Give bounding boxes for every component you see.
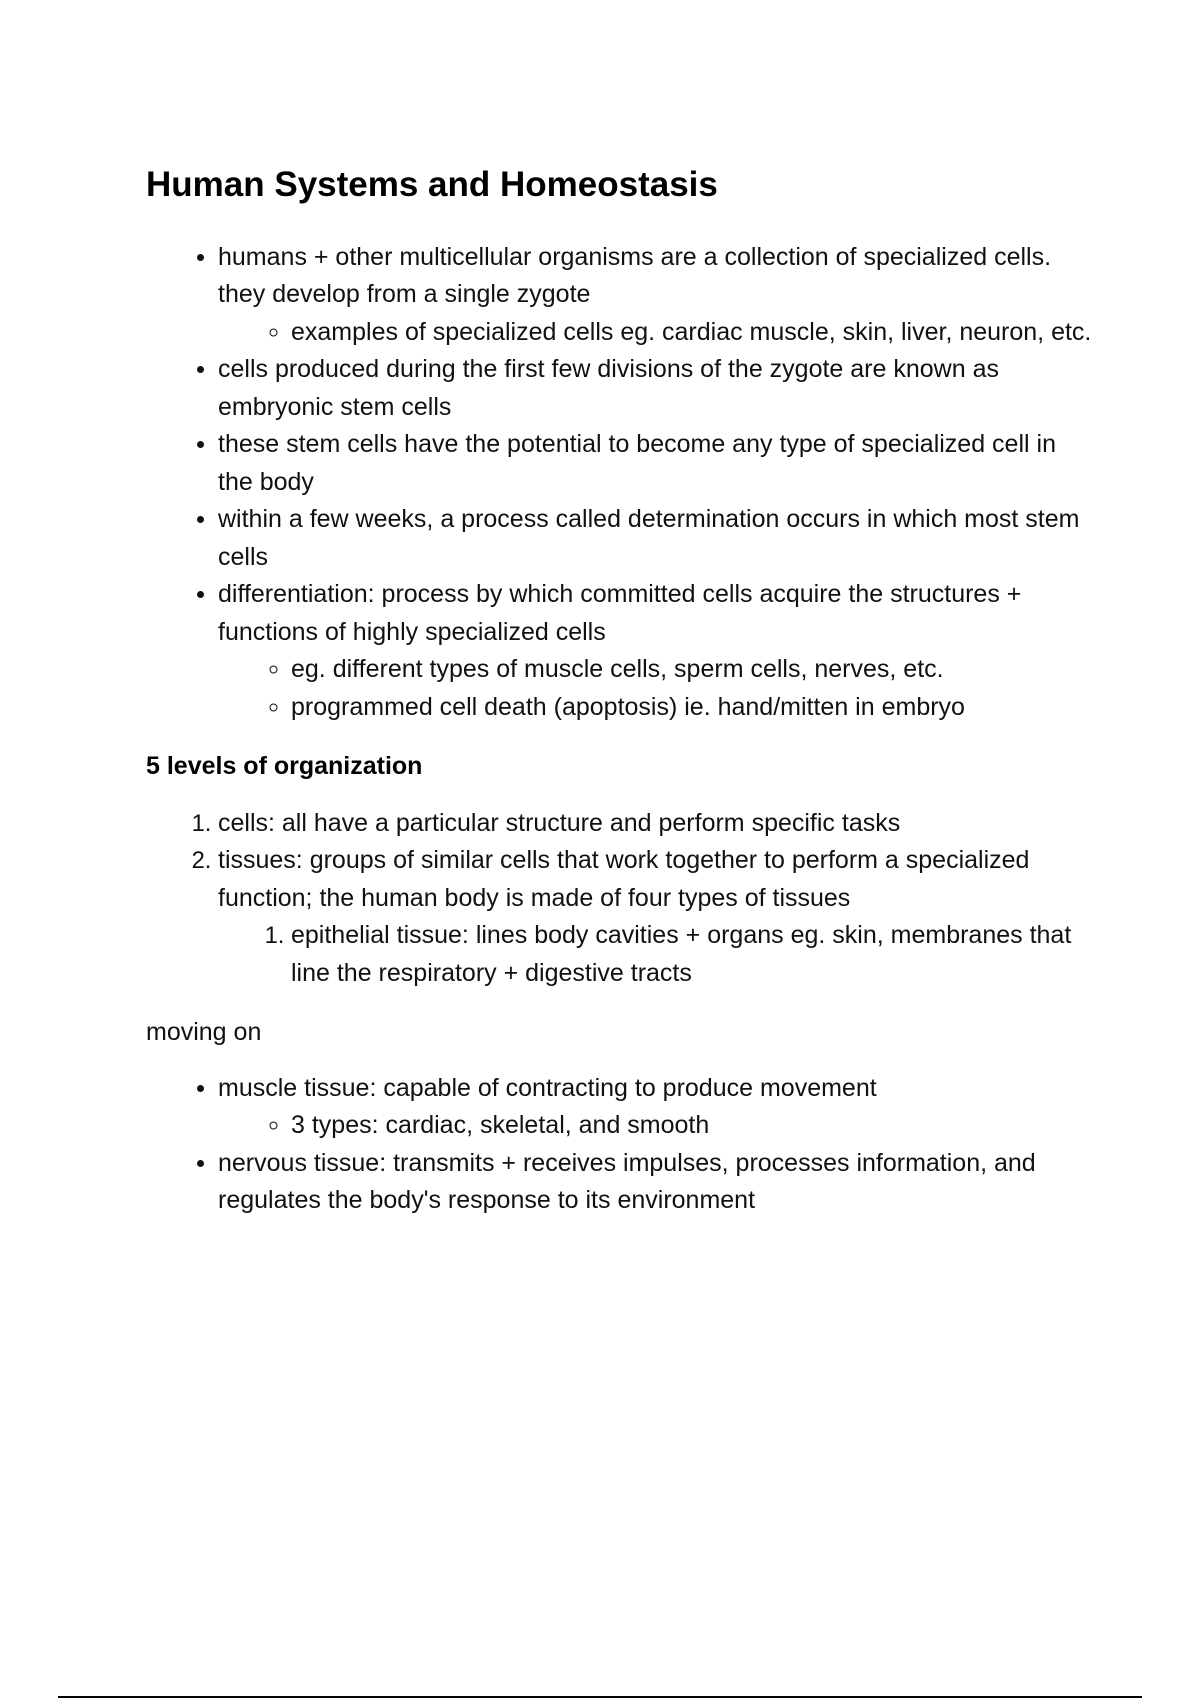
list-item: ◦ programmed cell death (apoptosis) ie. hand/mitten in embryo: [291, 689, 1096, 727]
list-item: 1. epithelial tissue: lines body cavities + organs eg. skin, membranes that line the respiratory + digestive tracts: [291, 917, 1096, 992]
levels-heading: 5 levels of organization: [146, 752, 423, 780]
sub-numbered-list: [218, 917, 1096, 992]
sub-bullet-list: [218, 651, 1096, 726]
sub-bullet-list: [218, 314, 1096, 352]
list-item: 2. tissues: groups of similar cells that work together to perform a specialized function; the human body is made of four types of tissues 1. epithelial tissue: lines body cavities + organs eg. skin, membranes that line the respiratory + digestive tracts: [218, 842, 1096, 992]
list-item: ◦ examples of specialized cells eg. cardiac muscle, skin, liver, neuron, etc.: [291, 314, 1096, 352]
list-item: ◦ 3 types: cardiac, skeletal, and smooth: [291, 1107, 1096, 1145]
tissue-bullet-list: [146, 1070, 1096, 1220]
intro-bullet-list: [146, 239, 1096, 727]
list-item: • differentiation: process by which committed cells acquire the structures + functions of highly specialized cells ◦ eg. different types of muscle cells, sperm cells, nerves, etc. ◦ programmed cell death (apoptosis) ie. hand/mitten in embryo: [218, 576, 1096, 726]
list-item: • these stem cells have the potential to become any type of specialized cell in the body: [218, 426, 1096, 501]
list-item: • cells produced during the first few divisions of the zygote are known as embryonic stem cells: [218, 351, 1096, 426]
list-item: • humans + other multicellular organisms are a collection of specialized cells. they develop from a single zygote ◦ examples of specialized cells eg. cardiac muscle, skin, liver, neuron, etc.: [218, 239, 1096, 352]
page-title: Human Systems and Homeostasis: [146, 165, 718, 204]
list-item: • within a few weeks, a process called determination occurs in which most stem cells: [218, 501, 1096, 576]
list-item: • muscle tissue: capable of contracting to produce movement ◦ 3 types: cardiac, skeletal, and smooth: [218, 1070, 1096, 1145]
list-item: • nervous tissue: transmits + receives impulses, processes information, and regulates the body's response to its environment: [218, 1145, 1096, 1220]
moving-on-text: moving on: [146, 1018, 262, 1046]
document-page: [146, 166, 1096, 1220]
bottom-divider: [58, 1696, 1142, 1698]
list-item: 1. cells: all have a particular structure and perform specific tasks: [218, 805, 1096, 843]
sub-bullet-list: [218, 1107, 1096, 1145]
list-item: ◦ eg. different types of muscle cells, sperm cells, nerves, etc.: [291, 651, 1096, 689]
levels-numbered-list: [146, 805, 1096, 993]
